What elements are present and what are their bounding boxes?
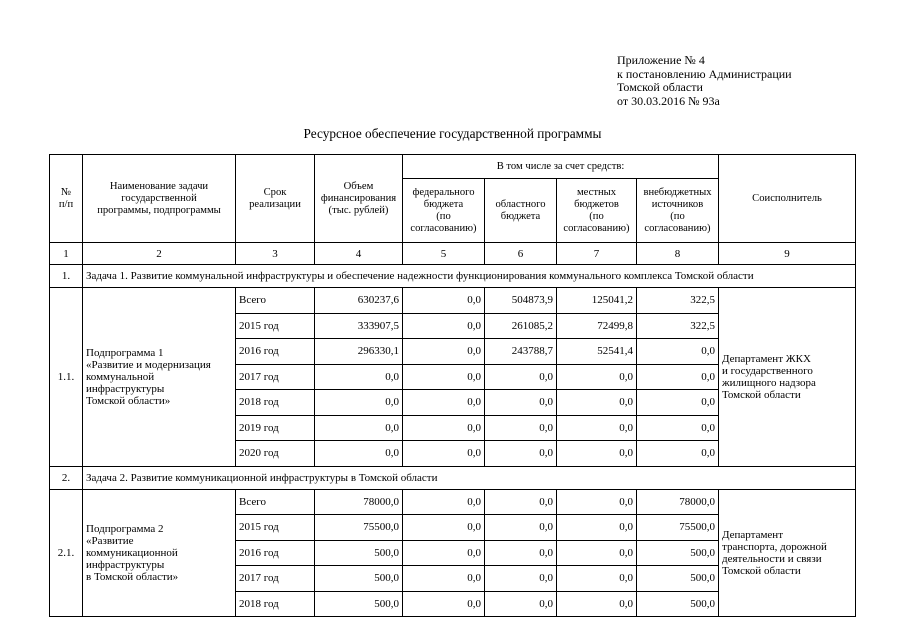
total-cell: 0,0	[315, 390, 403, 416]
executor-line: Томской области	[722, 388, 801, 401]
federal-cell: 0,0	[403, 415, 485, 441]
executor-line: Департамент	[722, 528, 784, 541]
column-number: 4	[315, 243, 403, 265]
extra-cell: 500,0	[637, 591, 719, 617]
federal-cell: 0,0	[403, 390, 485, 416]
extra-cell: 0,0	[637, 415, 719, 441]
federal-cell: 0,0	[403, 441, 485, 467]
header-federal: федерального бюджета (по согласованию)	[403, 179, 485, 243]
column-number-row	[50, 243, 856, 265]
total-cell: 0,0	[315, 441, 403, 467]
executor-line: деятельности и связи	[722, 552, 822, 565]
period-cell: 2017 год	[236, 566, 315, 592]
total-cell: 333907,5	[315, 313, 403, 339]
column-number: 8	[637, 243, 719, 265]
total-cell: 500,0	[315, 566, 403, 592]
period-cell: 2015 год	[236, 515, 315, 541]
period-cell: 2016 год	[236, 339, 315, 365]
subprogram-number: 2.1.	[50, 489, 83, 617]
extra-cell: 0,0	[637, 339, 719, 365]
column-number: 5	[403, 243, 485, 265]
extra-cell: 500,0	[637, 540, 719, 566]
local-cell: 72499,8	[557, 313, 637, 339]
regional-cell: 0,0	[485, 489, 557, 515]
task-title: Задача 2. Развитие коммуникационной инфраструктуры в Томской области	[83, 466, 856, 489]
extra-cell: 78000,0	[637, 489, 719, 515]
federal-cell: 0,0	[403, 313, 485, 339]
period-cell: 2018 год	[236, 390, 315, 416]
regional-cell: 0,0	[485, 591, 557, 617]
column-number: 2	[83, 243, 236, 265]
subprogram-name	[83, 288, 236, 467]
extra-cell: 0,0	[637, 364, 719, 390]
executor-line: и государственного	[722, 364, 813, 377]
subprogram-name-line: Подпрограмма 2	[86, 522, 164, 535]
appendix-line: к постановлению Администрации	[617, 66, 792, 81]
federal-cell: 0,0	[403, 566, 485, 592]
total-cell: 296330,1	[315, 339, 403, 365]
federal-cell: 0,0	[403, 364, 485, 390]
executor-line: жилищного надзора	[722, 376, 816, 389]
executor-line: Департамент ЖКХ	[722, 352, 811, 365]
total-cell: 75500,0	[315, 515, 403, 541]
appendix-line: от 30.03.2016 № 93а	[617, 93, 720, 108]
task-row	[50, 265, 856, 288]
period-cell: 2019 год	[236, 415, 315, 441]
period-cell: 2018 год	[236, 591, 315, 617]
document-title: Ресурсное обеспечение государственной программы	[303, 126, 602, 141]
subprogram-name-line: в Томской области»	[86, 570, 179, 583]
regional-cell: 0,0	[485, 390, 557, 416]
appendix-block	[617, 54, 792, 108]
total-cell: 500,0	[315, 540, 403, 566]
extra-cell: 0,0	[637, 441, 719, 467]
table-row	[50, 288, 856, 314]
extra-cell: 0,0	[637, 390, 719, 416]
regional-cell: 504873,9	[485, 288, 557, 314]
period-cell: 2015 год	[236, 313, 315, 339]
regional-cell: 0,0	[485, 566, 557, 592]
subprogram-number: 1.1.	[50, 288, 83, 467]
column-number: 1	[50, 243, 83, 265]
regional-cell: 0,0	[485, 540, 557, 566]
total-cell: 0,0	[315, 415, 403, 441]
executor-line: транспорта, дорожной	[722, 540, 827, 553]
local-cell: 0,0	[557, 364, 637, 390]
header-volume: Объем финансирования (тыс. рублей)	[315, 155, 403, 243]
federal-cell: 0,0	[403, 540, 485, 566]
subprogram-name-line: Томской области»	[86, 394, 171, 407]
task-number: 1.	[50, 265, 83, 288]
regional-cell: 0,0	[485, 415, 557, 441]
regional-cell: 261085,2	[485, 313, 557, 339]
header-regional: областного бюджета	[485, 179, 557, 243]
federal-cell: 0,0	[403, 591, 485, 617]
period-cell: 2017 год	[236, 364, 315, 390]
regional-cell: 0,0	[485, 515, 557, 541]
local-cell: 52541,4	[557, 339, 637, 365]
local-cell: 0,0	[557, 591, 637, 617]
federal-cell: 0,0	[403, 288, 485, 314]
table-row	[50, 489, 856, 515]
regional-cell: 0,0	[485, 364, 557, 390]
total-cell: 630237,6	[315, 288, 403, 314]
federal-cell: 0,0	[403, 339, 485, 365]
extra-cell: 322,5	[637, 288, 719, 314]
header-extra: внебюджетных источников (по согласованию)	[637, 179, 719, 243]
task-row	[50, 466, 856, 489]
federal-cell: 0,0	[403, 489, 485, 515]
local-cell: 0,0	[557, 390, 637, 416]
column-number: 3	[236, 243, 315, 265]
header-name: Наименование задачи государственной программы, подпрограммы	[83, 155, 236, 243]
executor-line: Томской области	[722, 564, 801, 577]
total-cell: 500,0	[315, 591, 403, 617]
column-number: 6	[485, 243, 557, 265]
subprogram-name-line: «Развитие	[86, 534, 134, 547]
period-cell: 2016 год	[236, 540, 315, 566]
period-cell: Всего	[236, 288, 315, 314]
subprogram-name-line: Подпрограмма 1	[86, 346, 164, 359]
header-local: местных бюджетов (по согласованию)	[557, 179, 637, 243]
local-cell: 0,0	[557, 540, 637, 566]
subprogram-name-line: коммуникационной	[86, 546, 178, 559]
total-cell: 0,0	[315, 364, 403, 390]
federal-cell: 0,0	[403, 515, 485, 541]
appendix-line: Томской области	[617, 80, 703, 95]
appendix-line: Приложение № 4	[617, 53, 705, 67]
header-executor: Соисполнитель	[719, 155, 856, 243]
column-number: 7	[557, 243, 637, 265]
regional-cell: 243788,7	[485, 339, 557, 365]
subprogram-name-line: инфраструктуры	[86, 382, 165, 395]
local-cell: 0,0	[557, 489, 637, 515]
subprogram-name-line: коммунальной	[86, 370, 155, 383]
executor-cell	[719, 489, 856, 617]
executor-cell	[719, 288, 856, 467]
extra-cell: 75500,0	[637, 515, 719, 541]
header-including: В том числе за счет средств:	[403, 155, 719, 179]
extra-cell: 500,0	[637, 566, 719, 592]
extra-cell: 322,5	[637, 313, 719, 339]
subprogram-name-line: «Развитие и модернизация	[86, 358, 211, 371]
local-cell: 0,0	[557, 415, 637, 441]
period-cell: 2020 год	[236, 441, 315, 467]
regional-cell: 0,0	[485, 441, 557, 467]
local-cell: 0,0	[557, 441, 637, 467]
header-num: № п/п	[50, 155, 83, 243]
period-cell: Всего	[236, 489, 315, 515]
local-cell: 0,0	[557, 515, 637, 541]
header-period: Срок реализации	[236, 155, 315, 243]
local-cell: 0,0	[557, 566, 637, 592]
task-title: Задача 1. Развитие коммунальной инфраструктуры и обеспечение надежности функционирования коммунального комплекса Томской области	[83, 265, 856, 288]
subprogram-name	[83, 489, 236, 617]
total-cell: 78000,0	[315, 489, 403, 515]
local-cell: 125041,2	[557, 288, 637, 314]
column-number: 9	[719, 243, 856, 265]
task-number: 2.	[50, 466, 83, 489]
subprogram-name-line: инфраструктуры	[86, 558, 165, 571]
resource-table	[49, 154, 856, 617]
